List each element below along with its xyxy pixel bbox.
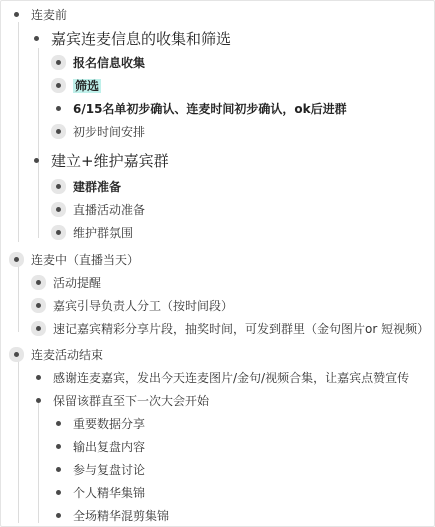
outline-item-label: 嘉宾连麦信息的收集和筛选 — [51, 30, 232, 48]
outline-item[interactable] — [56, 484, 145, 501]
outline-item-label: 连麦前 — [31, 8, 68, 22]
bullet-icon — [34, 158, 39, 163]
outline-item-label: 嘉宾引导负责人分工（按时间段） — [53, 299, 234, 313]
outline-item-group2[interactable] — [34, 150, 169, 171]
bullet-icon — [14, 352, 19, 357]
outline-item[interactable] — [36, 392, 209, 409]
outline-item[interactable] — [36, 274, 101, 291]
highlighted-text: 筛选 — [75, 79, 100, 93]
bullet-icon — [36, 280, 41, 285]
outline-item-label: 重要数据分享 — [73, 417, 146, 431]
outline-item-label: 报名信息收集 — [73, 56, 146, 70]
outline-item-label: 建群准备 — [73, 180, 122, 194]
outline-item[interactable] — [56, 178, 121, 195]
outline-item-label: 建立+维护嘉宾群 — [51, 152, 169, 170]
outline-item-label: 连麦中（直播当天） — [31, 253, 140, 267]
bullet-icon — [56, 60, 61, 65]
bullet-icon — [56, 444, 61, 449]
bullet-icon — [34, 36, 39, 41]
indent-guide — [18, 262, 19, 332]
outline-item[interactable] — [56, 77, 101, 94]
outline-item-section1[interactable] — [14, 6, 67, 23]
outline-item-label: 速记嘉宾精彩分享片段，抽奖时间，可发到群里（金句图片or 短视频） — [53, 322, 430, 336]
bullet-icon — [56, 230, 61, 235]
bullet-icon — [36, 326, 41, 331]
outline-item[interactable] — [56, 123, 145, 140]
outline-item-label: 初步时间安排 — [73, 125, 146, 139]
outline-item-label: 输出复盘内容 — [73, 440, 146, 454]
bullet-icon — [56, 207, 61, 212]
outline-item[interactable] — [56, 201, 145, 218]
bullet-icon — [56, 513, 61, 518]
outline-item-label: 维护群氛围 — [73, 226, 134, 240]
indent-guide — [38, 403, 39, 523]
outline-item-label: 全场精华混剪集锦 — [73, 509, 170, 523]
outline-item[interactable] — [36, 320, 429, 337]
bullet-icon — [56, 106, 61, 111]
indent-guide — [18, 358, 19, 523]
outline-item[interactable] — [36, 297, 233, 314]
bullet-icon — [14, 12, 19, 17]
outline-item-section2[interactable] — [14, 251, 139, 268]
outline-item[interactable] — [56, 415, 145, 432]
outline-item[interactable] — [36, 369, 409, 386]
bullet-icon — [56, 421, 61, 426]
bullet-icon — [56, 467, 61, 472]
bullet-icon — [36, 303, 41, 308]
bullet-icon — [14, 257, 19, 262]
indent-guide — [18, 22, 19, 242]
bullet-icon — [56, 184, 61, 189]
bullet-icon — [56, 83, 61, 88]
outline-item[interactable] — [56, 438, 145, 455]
outline-item-label: 连麦活动结束 — [31, 348, 104, 362]
outline-item-label: 感谢连麦嘉宾，发出今天连麦图片/金句/视频合集，让嘉宾点赞宣传 — [53, 371, 410, 385]
bullet-icon — [56, 490, 61, 495]
outline-item-section3[interactable] — [14, 346, 103, 363]
outline-item[interactable] — [56, 100, 347, 117]
indent-guide — [38, 48, 39, 238]
outline-item[interactable] — [56, 461, 145, 478]
bullet-icon — [56, 129, 61, 134]
outline-item[interactable] — [56, 507, 169, 524]
bullet-icon — [36, 375, 41, 380]
outline-item-label: 6/15名单初步确认、连麦时间初步确认，ok后进群 — [73, 102, 347, 116]
outline-item-label: 保留该群直至下一次大会开始 — [53, 394, 210, 408]
outline-item[interactable] — [56, 54, 145, 71]
outline-item-group1[interactable] — [34, 28, 231, 49]
outline-item-label — [73, 77, 101, 94]
outline-item-label: 个人精华集锦 — [73, 486, 146, 500]
bullet-icon — [36, 398, 41, 403]
outline-item-label: 参与复盘讨论 — [73, 463, 146, 477]
outline-item-label: 直播活动准备 — [73, 203, 146, 217]
outline-item-label: 活动提醒 — [53, 276, 102, 290]
outline-item[interactable] — [56, 224, 133, 241]
